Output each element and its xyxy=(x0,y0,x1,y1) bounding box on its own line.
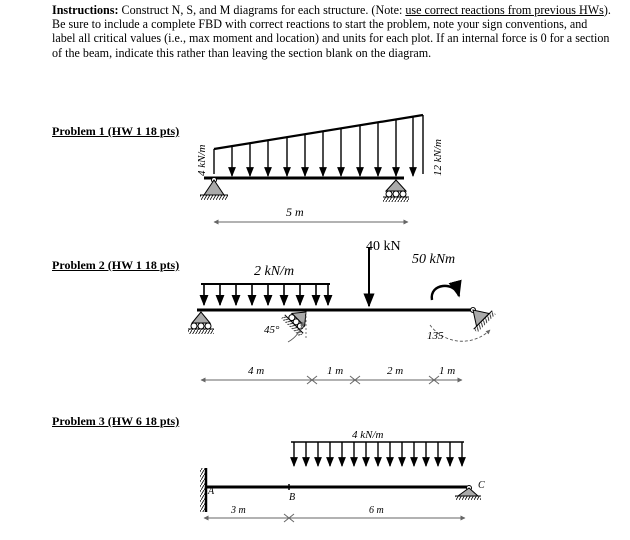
p3-dist-load-label: 4 kN/m xyxy=(352,429,384,441)
p1-trapezoidal-load xyxy=(214,115,423,174)
problem-1-diagram xyxy=(196,115,444,222)
p2-point-load-label: 40 kN xyxy=(366,239,401,254)
problem-3-title: Problem 3 (HW 6 18 pts) xyxy=(52,414,180,428)
p3-point-b: B xyxy=(289,492,296,503)
problem-1-title: Problem 1 (HW 1 18 pts) xyxy=(52,124,180,138)
p2-dim-2m: 2 m xyxy=(387,365,404,377)
p2-dim-1m-b: 1 m xyxy=(439,365,456,377)
p2-moment-label: 50 kNm xyxy=(412,252,456,267)
p1-left-intensity: 4 kN/m xyxy=(196,144,208,176)
p2-dim-4m: 4 m xyxy=(248,365,265,377)
p3-dim-6m: 6 m xyxy=(369,505,384,516)
p1-pin-support-left xyxy=(200,178,228,201)
p1-roller-support-right xyxy=(383,180,409,202)
p3-fixed-support-a xyxy=(200,468,206,512)
instructions-text-2: ). Be sure to include a complete FBD with correct reactions to start the problem, note your sign conventions, and label all critical values (i.e., max moment and location) and units for each plot. If an internal force is 0 for a section of the beam, indicate this rather than leaving the section blank on the diagram. xyxy=(52,3,611,60)
p3-point-a: A xyxy=(208,486,215,497)
problem-3-diagram xyxy=(200,429,485,522)
p2-applied-moment xyxy=(432,286,459,300)
instructions-text-1: Construct N, S, and M diagrams for each structure. (Note: xyxy=(118,3,406,17)
p2-dist-load-label: 2 kN/m xyxy=(254,264,295,279)
p2-load-arrows xyxy=(204,284,328,305)
p2-inclined-pin-support-right xyxy=(462,299,496,333)
p2-dim-1m-a: 1 m xyxy=(327,365,344,377)
p2-inclined-roller-support xyxy=(281,303,315,337)
problem-2-diagram xyxy=(188,239,496,384)
p3-point-c: C xyxy=(478,480,485,491)
p2-roller-support-left xyxy=(188,312,214,334)
p2-dimension-line xyxy=(201,376,462,384)
p3-load-arrows xyxy=(294,442,462,466)
p1-load-arrows xyxy=(232,117,413,176)
p1-span-label: 5 m xyxy=(286,205,304,219)
p1-right-intensity: 12 kN/m xyxy=(432,139,444,176)
problem-2-title: Problem 2 (HW 1 18 pts) xyxy=(52,258,180,272)
p2-angle-45-label: 45° xyxy=(264,324,280,336)
p3-dim-3m: 3 m xyxy=(231,505,246,516)
previous-hw-note: use correct reactions from previous HWs xyxy=(405,3,604,17)
instructions-label: Instructions: xyxy=(52,3,119,17)
p2-angle-135-label: 135 xyxy=(427,330,444,342)
